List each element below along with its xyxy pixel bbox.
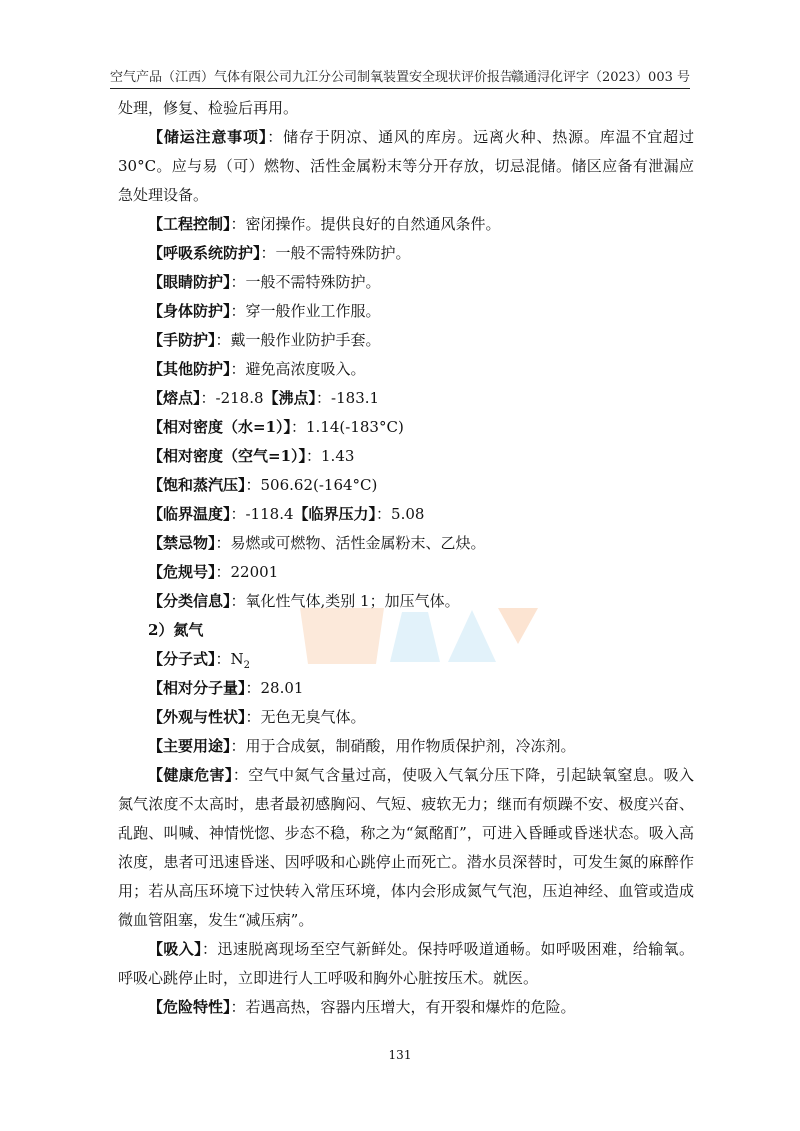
field-engineering-control: 【工程控制】：密闭操作。提供良好的自然通风条件。: [148, 215, 501, 233]
field-storage: 【储运注意事项】：储存于阴凉、通风的库房。远离火种、热源。库温不宜超过30°C。应与易（可）燃物、活性金属粉末等分开存放，切忌混储。储区应备有泄漏应急处理设备。: [118, 128, 694, 204]
header-report-title: 空气产品（江西）气体有限公司九江分公司制氧装置安全现状评价报告: [110, 70, 514, 85]
field-body-protection: 【身体防护】：穿一般作业工作服。: [148, 302, 381, 320]
section-heading-nitrogen: 2）氮气: [148, 621, 204, 639]
field-relative-density-air: 【相对密度（空气=1）】：1.43: [148, 447, 355, 465]
paragraph-continuation: 处理，修复、检验后再用。: [118, 99, 299, 117]
field-classification: 【分类信息】：氧化性气体,类别 1；加压气体。: [148, 592, 460, 610]
field-incompatibles: 【禁忌物】：易燃或可燃物、活性金属粉末、乙炔。: [148, 534, 486, 552]
field-melting-boiling-point: 【熔点】：-218.8【沸点】：-183.1: [148, 389, 380, 407]
document-body: [118, 94, 694, 1022]
field-hazard-number: 【危规号】：22001: [148, 563, 279, 581]
header-report-number: 赣通浔化评字（2023）003 号: [510, 70, 690, 85]
field-critical-values: 【临界温度】：-118.4【临界压力】：5.08: [148, 505, 425, 523]
field-relative-density-water: 【相对密度（水=1）】：1.14(-183°C): [148, 418, 404, 436]
field-health-hazard: 【健康危害】：空气中氮气含量过高，使吸入气氧分压下降，引起缺氧窒息。吸入氮气浓度不太高时，患者最初感胸闷、气短、疲软无力；继而有烦躁不安、极度兴奋、乱跑、叫喊、神情恍惚、步态不稳，称之为“氮酩酊”，可进入昏睡或昏迷状态。吸入高浓度，患者可迅速昏迷、因呼吸和心跳停止而死亡。潜水员深替时，可发生氮的麻醉作用；若从高压环境下过快转入常压环境，体内会形成氮气气泡，压迫神经、血管或造成微血管阻塞，发生“减压病”。: [118, 766, 694, 929]
field-appearance: 【外观与性状】：无色无臭气体。: [148, 708, 366, 726]
field-molecular-weight: 【相对分子量】：28.01: [148, 679, 304, 697]
field-other-protection: 【其他防护】：避免高浓度吸入。: [148, 360, 366, 378]
page-number: 131: [388, 1048, 412, 1062]
running-header: [110, 64, 690, 88]
field-hazard-characteristics: 【危险特性】：若遇高热，容器内压增大，有开裂和爆炸的危险。: [148, 998, 576, 1016]
field-eye-protection: 【眼睛防护】：一般不需特殊防护。: [148, 273, 381, 291]
field-respiratory-protection: 【呼吸系统防护】：一般不需特殊防护。: [148, 244, 411, 262]
field-vapor-pressure: 【饱和蒸汽压】：506.62(-164°C): [148, 476, 378, 494]
field-molecular-formula: 【分子式】：$N_2$: [148, 650, 251, 671]
header-rule: [110, 88, 690, 89]
field-main-uses: 【主要用途】：用于合成氨，制硝酸，用作物质保护剂，冷冻剂。: [148, 737, 576, 755]
field-hand-protection: 【手防护】：戴一般作业防护手套。: [148, 331, 381, 349]
field-inhalation: 【吸入】：迅速脱离现场至空气新鲜处。保持呼吸道通畅。如呼吸困难，给输氧。呼吸心跳停止时，立即进行人工呼吸和胸外心脏按压术。就医。: [118, 940, 694, 987]
